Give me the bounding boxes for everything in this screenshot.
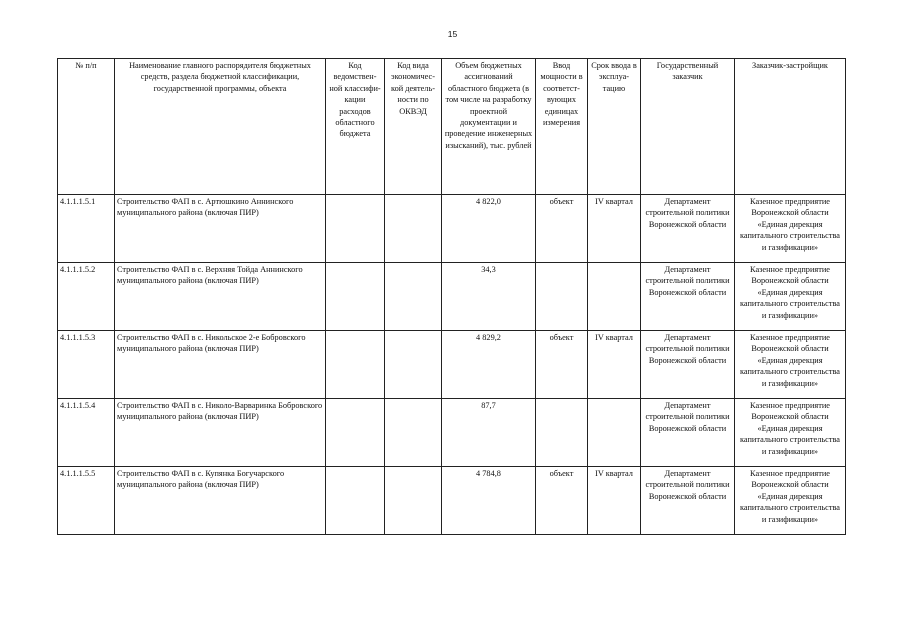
cell-customer: Департамент строительной политики Воронежской области (641, 331, 735, 399)
budget-table (57, 58, 846, 535)
table-row (58, 331, 846, 399)
table-row (58, 195, 846, 263)
cell-term: IV квартал (588, 195, 641, 263)
cell-customer: Департамент строительной политики Воронежской области (641, 263, 735, 331)
header-capacity: Ввод мощности в соответст-вующих единицах измерения (536, 59, 588, 195)
cell-developer: Казенное предприятие Воронежской области «Единая дирекция капитального строительства и газификации» (735, 195, 846, 263)
cell-developer: Казенное предприятие Воронежской области «Единая дирекция капитального строительства и газификации» (735, 467, 846, 535)
cell-dept-code (326, 399, 385, 467)
header-num: № п/п (58, 59, 115, 195)
cell-customer: Департамент строительной политики Воронежской области (641, 467, 735, 535)
cell-okved (385, 195, 442, 263)
header-term: Срок ввода в эксплуа-тацию (588, 59, 641, 195)
table-body (58, 195, 846, 535)
cell-developer: Казенное предприятие Воронежской области «Единая дирекция капитального строительства и газификации» (735, 331, 846, 399)
cell-dept-code (326, 195, 385, 263)
cell-dept-code (326, 467, 385, 535)
cell-developer: Казенное предприятие Воронежской области «Единая дирекция капитального строительства и газификации» (735, 263, 846, 331)
table-row (58, 263, 846, 331)
cell-capacity (536, 263, 588, 331)
header-dept-code: Код ведомствен-ной классифи-кации расходов областного бюджета (326, 59, 385, 195)
cell-term: IV квартал (588, 467, 641, 535)
header-volume: Объем бюджетных ассигнований областного бюджета (в том числе на разработку проектной документации и проведение инженерных изысканий), тыс. рублей (442, 59, 536, 195)
cell-okved (385, 399, 442, 467)
table-header (58, 59, 846, 195)
header-row (58, 59, 846, 195)
cell-customer: Департамент строительной политики Воронежской области (641, 195, 735, 263)
cell-volume: 4 829,2 (442, 331, 536, 399)
cell-okved (385, 467, 442, 535)
cell-num: 4.1.1.1.5.2 (58, 263, 115, 331)
cell-term: IV квартал (588, 331, 641, 399)
cell-name: Строительство ФАП в с. Артюшкино Аннинского муниципального района (включая ПИР) (115, 195, 326, 263)
header-name: Наименование главного распорядителя бюджетных средств, раздела бюджетной классификации, государственной программы, объекта (115, 59, 326, 195)
cell-okved (385, 331, 442, 399)
cell-volume: 34,3 (442, 263, 536, 331)
cell-capacity: объект (536, 467, 588, 535)
table-row (58, 467, 846, 535)
cell-volume: 4 784,8 (442, 467, 536, 535)
cell-customer: Департамент строительной политики Воронежской области (641, 399, 735, 467)
cell-capacity: объект (536, 331, 588, 399)
cell-name: Строительство ФАП в с. Никольское 2-е Бобровского муниципального района (включая ПИР) (115, 331, 326, 399)
table-row (58, 399, 846, 467)
cell-volume: 87,7 (442, 399, 536, 467)
cell-term (588, 263, 641, 331)
cell-num: 4.1.1.1.5.1 (58, 195, 115, 263)
cell-name: Строительство ФАП в с. Верхняя Тойда Аннинского муниципального района (включая ПИР) (115, 263, 326, 331)
cell-capacity (536, 399, 588, 467)
page-number: 15 (447, 29, 458, 39)
cell-num: 4.1.1.1.5.5 (58, 467, 115, 535)
cell-developer: Казенное предприятие Воронежской области «Единая дирекция капитального строительства и газификации» (735, 399, 846, 467)
cell-okved (385, 263, 442, 331)
cell-volume: 4 822,0 (442, 195, 536, 263)
cell-name: Строительство ФАП в с. Купянка Богучарского муниципального района (включая ПИР) (115, 467, 326, 535)
cell-capacity: объект (536, 195, 588, 263)
header-customer: Государственный заказчик (641, 59, 735, 195)
cell-name: Строительство ФАП в с. Николо-Варваринка Бобровского муниципального района (включая ПИР) (115, 399, 326, 467)
header-okved: Код вида экономичес-кой деятель-ности по ОКВЭД (385, 59, 442, 195)
cell-dept-code (326, 263, 385, 331)
cell-dept-code (326, 331, 385, 399)
cell-num: 4.1.1.1.5.3 (58, 331, 115, 399)
header-developer: Заказчик-застройщик (735, 59, 846, 195)
cell-term (588, 399, 641, 467)
cell-num: 4.1.1.1.5.4 (58, 399, 115, 467)
